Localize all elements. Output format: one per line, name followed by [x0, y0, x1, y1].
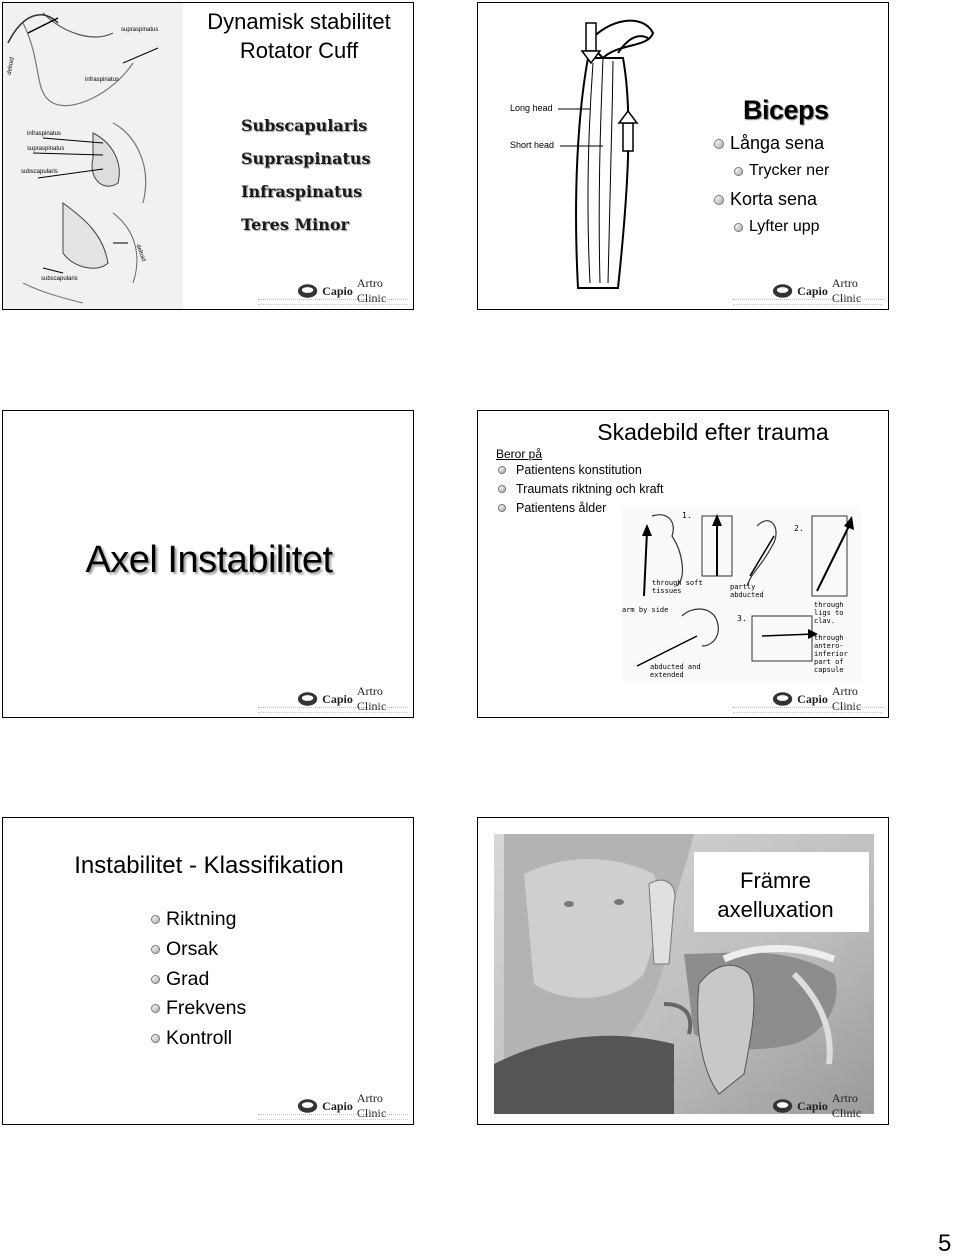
slide-title [187, 7, 411, 65]
bullet-icon [151, 945, 160, 954]
bullet-item [714, 189, 817, 210]
bullet-text: Patientens ålder [516, 501, 607, 515]
figure-label: 3. [737, 614, 747, 623]
muscle-list [241, 109, 370, 241]
capio-logo-icon [297, 1097, 318, 1115]
bullet-text: Traumats riktning och kraft [516, 482, 664, 496]
muscle-item: Subscapularis [241, 116, 368, 135]
footer-decoration [733, 707, 883, 713]
bullet-icon [151, 1034, 160, 1043]
logo-text-bold: Capio [797, 283, 828, 298]
figure-label: supraspinatus [27, 146, 65, 152]
bullet-text: Långa sena [730, 133, 825, 153]
logo-text: Artro Clinic [831, 684, 862, 713]
figure-label: partly abducted [730, 583, 764, 599]
bullet-icon [734, 223, 743, 232]
bullet-text: Frekvens [166, 997, 247, 1019]
title-line: axelluxation [717, 897, 834, 922]
bullet-item [498, 501, 606, 515]
title-line: Rotator Cuff [239, 38, 359, 63]
figure-label: through antero-inferior part of capsule [814, 634, 848, 674]
bullet-icon [151, 975, 160, 984]
rotator-cuff-illustration [3, 3, 183, 309]
logo-text: Artro Clinic [831, 1091, 862, 1120]
figure-label: subscapularis [41, 276, 78, 282]
slide-rotator-cuff [2, 2, 414, 310]
slide-title: Skadebild efter trauma [597, 419, 829, 445]
capio-logo-icon [772, 1097, 793, 1115]
logo-text-bold: Capio [797, 691, 828, 706]
bullet-text: Kontroll [166, 1027, 233, 1049]
slide-axel-instabilitet [2, 410, 414, 718]
footer-decoration [258, 1114, 408, 1120]
logo-text-bold: Capio [322, 1098, 353, 1113]
figure-label: 2. [794, 524, 804, 533]
bullet-item [151, 938, 218, 961]
logo-text: Artro Clinic [356, 276, 387, 305]
logo-text-bold: Capio [322, 691, 353, 706]
slide-skadebild [477, 410, 889, 718]
figure-label: supraspinatus [121, 27, 159, 33]
logo-text: Artro Clinic [356, 684, 387, 713]
slide-title: Biceps [743, 95, 829, 125]
bullet-text: Riktning [166, 908, 237, 930]
intro-text: Beror på [496, 447, 543, 461]
bullet-item [151, 1027, 232, 1050]
bullet-item [498, 463, 642, 477]
biceps-illustration [478, 3, 718, 309]
figure-label: subscapularis [21, 169, 58, 175]
figure-label: 1. [682, 511, 692, 520]
logo-text: Artro Clinic [356, 1091, 387, 1120]
bullet-item [151, 908, 236, 931]
bullet-icon [498, 466, 506, 474]
bullet-icon [498, 504, 506, 512]
sub-bullet-item [734, 162, 829, 180]
bullet-item [151, 968, 209, 991]
slide-biceps [477, 2, 889, 310]
short-head-label: Short head [510, 140, 555, 150]
figure-label: deltoid [134, 243, 147, 263]
footer-decoration [258, 707, 408, 713]
logo-text: Artro Clinic [831, 276, 862, 305]
capio-logo-icon [772, 690, 793, 708]
figure-label: through soft tissues [652, 579, 703, 595]
bullet-icon [151, 915, 160, 924]
muscle-item: Infraspinatus [241, 182, 363, 201]
trauma-mechanism-illustration [622, 506, 862, 681]
bullet-text: Patientens konstitution [516, 463, 642, 477]
bullet-text: Korta sena [730, 189, 818, 209]
figure-label: arm by side [622, 606, 669, 614]
bullet-icon [714, 195, 724, 205]
bullet-item [151, 997, 246, 1020]
muscle-item: Teres Minor [241, 215, 349, 234]
capio-logo-icon [772, 282, 793, 300]
bullet-text: Lyfter upp [749, 218, 820, 235]
slide-framre-axelluxation [477, 817, 889, 1125]
figure-label: through ligs to clav. [814, 601, 844, 625]
page-number: 5 [938, 1230, 952, 1257]
sub-bullet-item [734, 218, 820, 236]
slide-klassifikation [2, 817, 414, 1125]
capio-logo [772, 1091, 888, 1121]
slide-title [683, 866, 868, 924]
bullet-item [498, 482, 664, 496]
bullet-text: Orsak [166, 938, 219, 960]
figure-label: infraspinatus [27, 131, 62, 137]
figure-label: deltoid [6, 56, 16, 76]
muscle-item: Supraspinatus [241, 149, 371, 168]
capio-logo-icon [297, 282, 318, 300]
figure-label: abducted and extended [650, 663, 701, 679]
bullet-icon [734, 167, 743, 176]
title-line: Dynamisk stabilitet [207, 9, 391, 34]
long-head-label: Long head [510, 103, 553, 113]
footer-decoration [733, 299, 883, 305]
figure-label: infraspinatus [85, 77, 120, 83]
bullet-icon [498, 485, 506, 493]
footer-decoration [258, 299, 408, 305]
bullet-icon [151, 1004, 160, 1013]
slide-title: Axel Instabilitet [85, 539, 333, 581]
bullet-text: Grad [166, 968, 210, 990]
bullet-icon [714, 139, 724, 149]
logo-text-bold: Capio [322, 283, 353, 298]
title-line: Främre [740, 868, 811, 893]
capio-logo-icon [297, 690, 318, 708]
bullet-item [714, 133, 824, 154]
bullet-text: Trycker ner [749, 162, 830, 179]
logo-text-bold: Capio [797, 1098, 828, 1113]
slide-title: Instabilitet - Klassifikation [74, 852, 344, 879]
